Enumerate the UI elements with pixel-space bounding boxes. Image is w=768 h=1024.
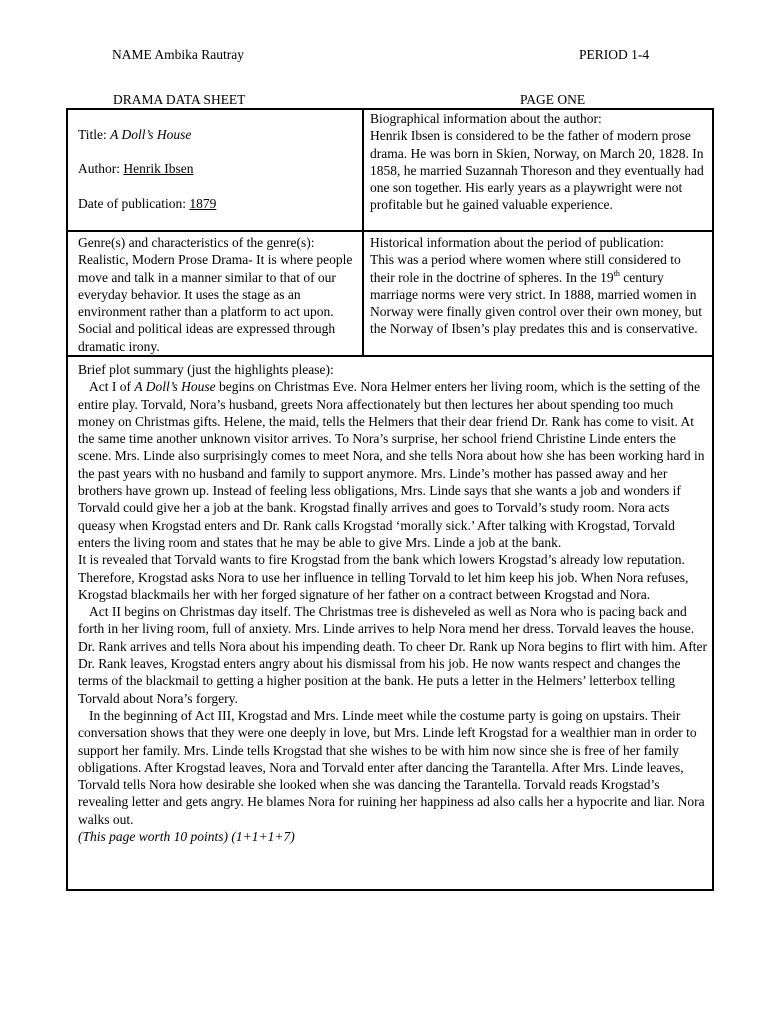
sheet-title: DRAMA DATA SHEET [113,92,246,107]
publication-year: 1879 [189,195,217,211]
date-row [78,195,363,212]
history-text-part-1: This was a period where women where still considered to their role in the doctrine of spheres. In the 19 [370,252,681,285]
history-heading: Historical information about the period of publication: [370,235,664,250]
period-label: PERIOD 1-4 [579,47,650,62]
history-text-part-2: century marriage norms were very strict. In 1888, married women in Norway were finally given control over their own money, but the Norway of Ibsen’s play predates this and is conservative. [370,269,703,337]
plot-paragraph-2: It is revealed that Torvald wants to fire Krogstad from the bank which lowers Krogstad’s already low reputation. Therefore, Krogstad asks Nora to use her influence in telling Torvald to let him keep his job. When Nora refuses, Krogstad blackmails her with her forged signature of her father on a contract between Krogstad and Nora. [78,552,689,602]
genre-text: Realistic, Modern Prose Drama- It is where people move and talk in a manner similar to that of our everyday behavior. It uses the stage as an environment rather than a platform to act upon. Social and political ideas are expressed through dramatic irony. [78,252,353,354]
student-name: Ambika Rautray [154,47,244,62]
ordinal-suffix: th [613,268,620,278]
plot-act-1 [78,378,710,551]
act1-prefix: Act I of [89,379,135,395]
act3-text: In the beginning of Act III, Krogstad and Mrs. Linde meet while the costume party is going on upstairs. Their conversation shows that they were one deeply in love, but Mrs. Linde left Krogstad for a wealthier man in order to support her family. Mrs. Linde tells Krogstad that she wishes to be with him now since she is free of her family obligations. After Krogstad leaves, Nora and Torvald enter after dancing the Tarantella. After Mrs. Linde leaves, Torvald tells Nora how desirable she looked when she was dancing the Tarantella. Torvald reads Krogstad’s revealing letter and gets angry. He blames Nora for ruining her happiness ad also calls her a hypocrite and liar. Nora walks out. [78,707,705,827]
biography-text: Henrik Ibsen is considered to be the father of modern prose drama. He was born in Skien, Norway, on March 20, 1828. In 1858, he married Suzannah Thoreson and they eventually had one son together. His early years as a playwright were not profitable but he gained valuable experience. [370,128,704,213]
act2-text: Act II begins on Christmas day itself. The Christmas tree is disheveled as well as Nora who is pacing back and forth in her living room, full of anxiety. Mrs. Linde arrives to help Nora mend her dress. Torvald leaves the house. Dr. Rank arrives and tells Nora about his impending death. To cheer Dr. Rank up Nora begins to flirt with him. After Dr. Rank leaves, Krogstad enters angry about his dismissal from his job. He now wants respect and changes the terms of the blackmail to getting a higher position at the bank. He puts a letter in the Helmers’ letterbox telling Torvald about Nora’s forgery. [78,604,708,706]
row-divider-1 [68,230,712,232]
history-cell [370,234,704,338]
play-title: A Doll’s House [110,127,192,142]
points-note: (This page worth 10 points) (1+1+1+7) [78,829,295,845]
plot-summary-cell [78,361,710,845]
title-label: Title: [78,127,107,142]
plot-act-2 [78,603,710,707]
biography-heading: Biographical information about the author: [370,111,602,126]
title-row [78,126,363,143]
row-divider-2 [68,355,712,357]
author-name: Henrik Ibsen [123,161,194,177]
date-label: Date of publication: [78,195,186,211]
page-label: PAGE ONE [520,92,586,107]
history-text [370,251,704,337]
biography-cell [370,110,704,214]
student-name-line [112,47,244,63]
title-author-cell [78,126,363,212]
genre-heading: Genre(s) and characteristics of the genre(s): [78,235,315,250]
author-label: Author: [78,161,120,177]
act1-play-title: A Doll’s House [134,379,216,395]
plot-act-3 [78,707,710,828]
genre-cell [78,234,363,355]
act1-text: begins on Christmas Eve. Nora Helmer enters her living room, which is the setting of the entire play. Torvald, Nora’s husband, greets Nora affectionately but then lectures her about spending too much money on Christmas gifts. Helene, the maid, tells the Helmers that their dear friend Dr. Rank has come to visit. At the same time another unknown visitor arrives. To Nora’s surprise, her school friend Christine Linde enters the scene. Mrs. Linde also surprisingly comes to meet Nora, and she tells Nora about how she has been working hard in the past years with no husband and family to support anymore. Mrs. Linde’s mother has passed away and her brothers have grown up. Instead of feeling less obligations, Mrs. Linde says that she wants a job and wonders if Torvald could give her a job at the bank. Krogstad finally arrives and goes to Torvald’s study room. Nora acts queasy when Krogstad enters and Dr. Rank calls Krogstad ‘morally sick.’ After talking with Krogstad, Torvald enters the living room and states that he may be able to give Mrs. Linde a job at the bank. [78,379,705,550]
drama-data-table [66,108,714,891]
plot-heading: Brief plot summary (just the highlights please): [78,362,334,377]
name-label: NAME [112,47,152,62]
author-row [78,160,363,177]
